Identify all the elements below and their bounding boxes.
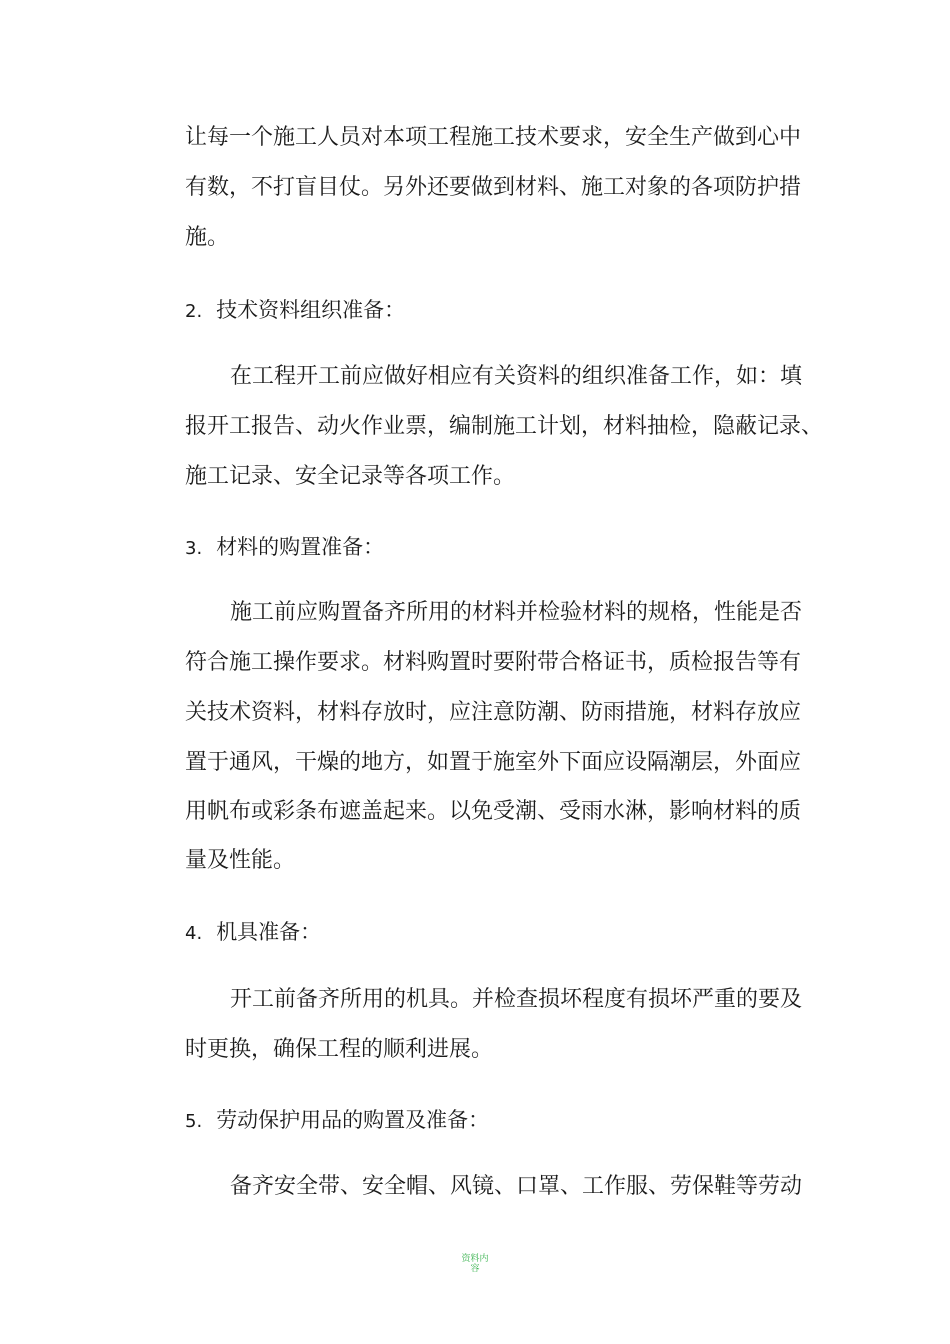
- body-text-line: 开工前备齐所用的机具。并检查损坏程度有损坏严重的要及: [230, 987, 803, 1012]
- section-title: 技术资料组织准备：: [216, 298, 406, 322]
- body-text-line: 符合施工操作要求。材料购置时要附带合格证书，质检报告等有: [185, 650, 802, 675]
- page-footer-label: 资料内容: [461, 1254, 489, 1274]
- section-number: 5.: [185, 1111, 203, 1132]
- section-title: 劳动保护用品的购置及准备：: [216, 1108, 490, 1132]
- body-text-line: 用帆布或彩条布遮盖起来。以免受潮、受雨水淋，影响材料的质: [185, 799, 802, 824]
- body-text-line: 关技术资料，材料存放时，应注意防潮、防雨措施，材料存放应: [185, 700, 802, 725]
- section-title: 材料的购置准备：: [216, 535, 385, 559]
- body-text-line: 有数，不打盲目仗。另外还要做到材料、施工对象的各项防护措: [185, 175, 802, 200]
- section-heading-3: [185, 532, 384, 564]
- section-number: 2.: [185, 301, 203, 322]
- section-number: 3.: [185, 538, 203, 559]
- body-text-line: 施工记录、安全记录等各项工作。: [185, 464, 516, 489]
- body-text-line: 施工前应购置备齐所用的材料并检验材料的规格，性能是否: [230, 600, 803, 625]
- section-number: 4.: [185, 923, 203, 944]
- section-title: 机具准备：: [216, 920, 322, 944]
- body-text-line: 施。: [185, 225, 230, 250]
- section-heading-5: [185, 1105, 489, 1137]
- body-text-line: 时更换，确保工程的顺利进展。: [185, 1037, 494, 1062]
- body-text-line: 在工程开工前应做好相应有关资料的组织准备工作，如：填: [230, 364, 803, 389]
- body-text-line: 备齐安全带、安全帽、风镜、口罩、工作服、劳保鞋等劳动: [230, 1174, 803, 1199]
- body-text-line: 置于通风，干燥的地方，如置于施室外下面应设隔潮层，外面应: [185, 750, 802, 775]
- section-heading-2: [185, 295, 405, 327]
- body-text-line: 报开工报告、动火作业票，编制施工计划，材料抽检，隐蔽记录、: [185, 414, 824, 439]
- body-text-line: 让每一个施工人员对本项工程施工技术要求，安全生产做到心中: [185, 125, 802, 150]
- body-text-line: 量及性能。: [185, 848, 296, 873]
- section-heading-4: [185, 917, 321, 949]
